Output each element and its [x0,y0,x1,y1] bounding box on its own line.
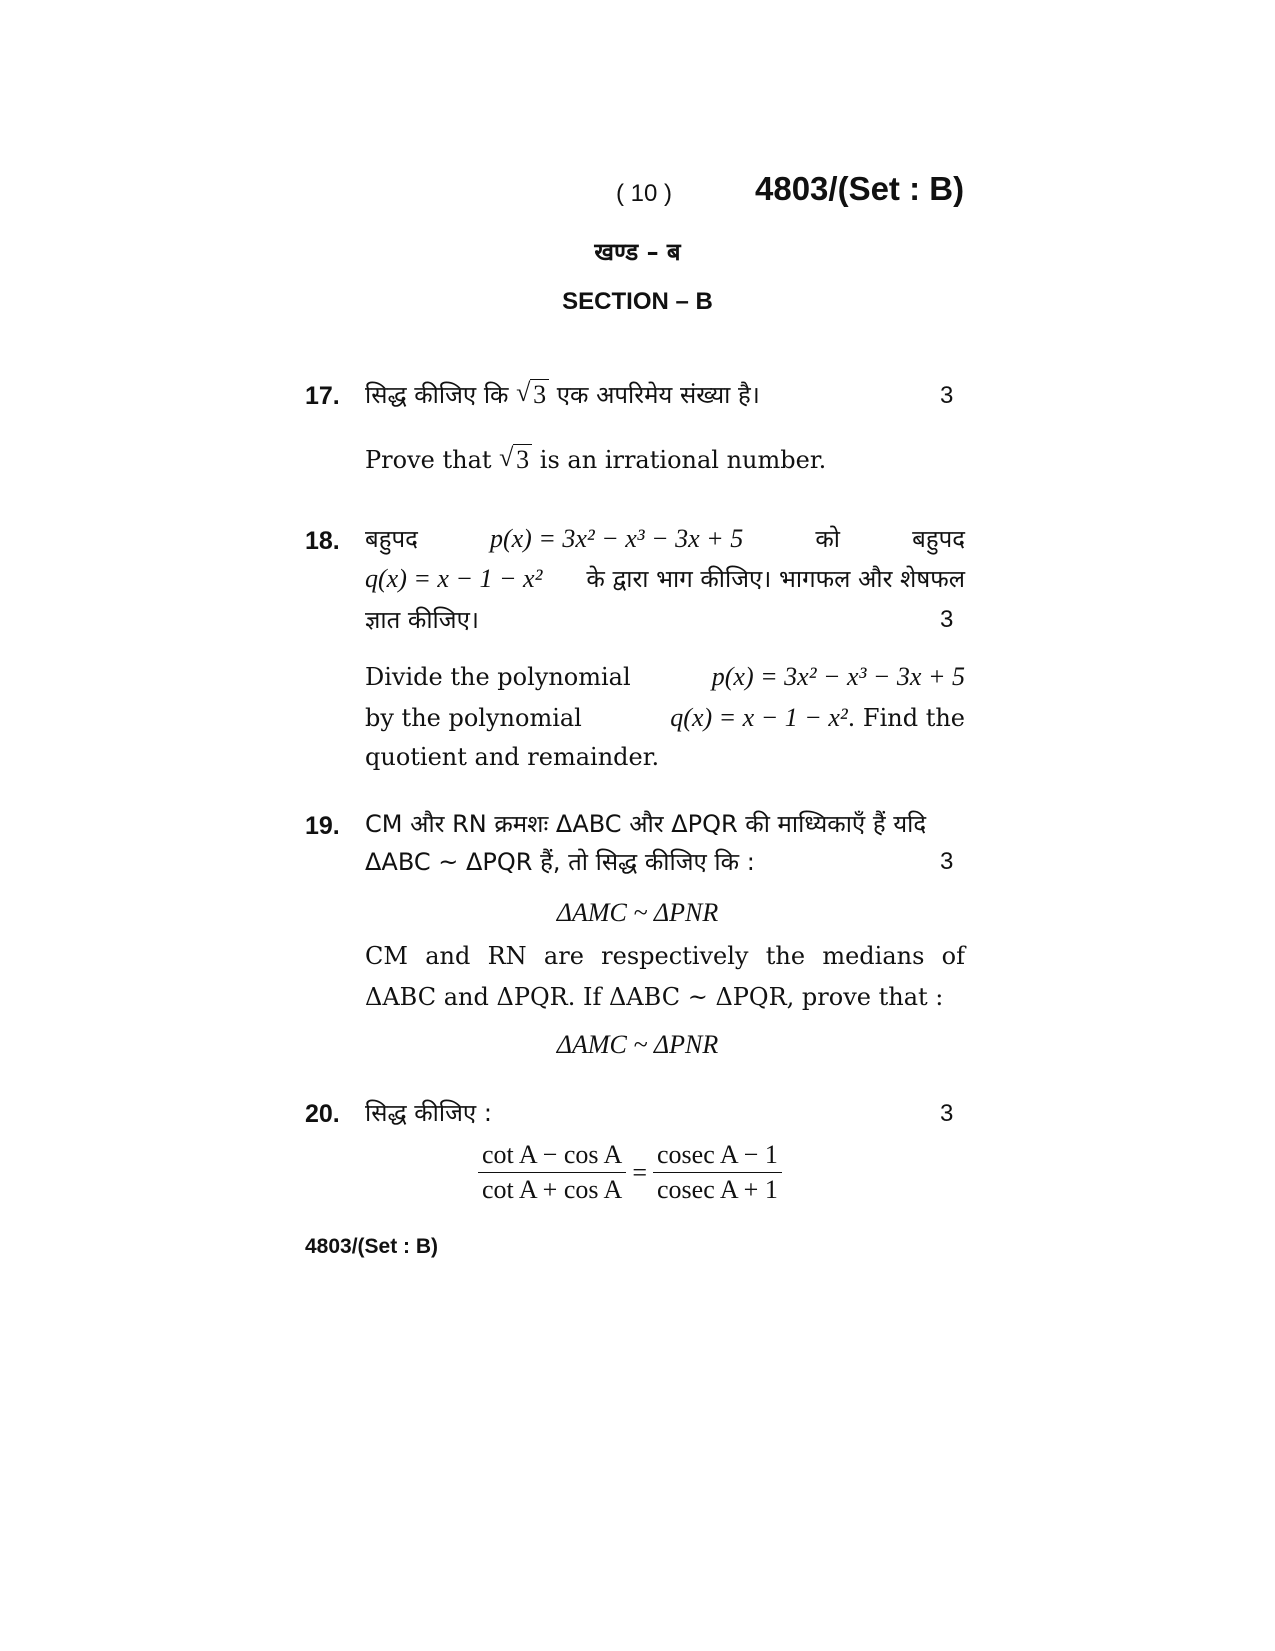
sqrt-three-english: √ 3 [499,445,532,475]
paper-code-header: 4803/(Set : B) [755,170,965,207]
question-20-hindi: सिद्ध कीजिए : [365,1099,492,1127]
lhs-denominator: cot A + cos A [482,1175,623,1204]
question-18-hindi-text: के द्वारा भाग कीजिए। भागफल और शेषफल [586,565,965,593]
rhs-fraction [653,1140,782,1205]
question-17-hindi [365,378,760,411]
question-marks-19: 3 [940,848,954,875]
section-title-english: SECTION – B [562,288,713,315]
polynomial-word-hindi-2: बहुपद [912,525,965,553]
question-18-english-line1 [365,662,965,692]
question-marks-17: 3 [940,382,954,409]
polynomial-q-expression: q(x) = x − 1 − x² [365,564,543,593]
lhs-numerator: cot A − cos A [478,1140,626,1173]
lhs-fraction [478,1140,626,1205]
polynomial-q-expression-english: q(x) = x − 1 − x² [670,703,848,732]
question-19-hindi-line1: CM और RN क्रमशः ΔABC और ΔPQR की माध्यिकाएँ हैं यदि [365,810,927,838]
rhs-denominator: cosec A + 1 [657,1175,778,1204]
question-marks-18: 3 [940,606,954,633]
paper-code-footer: 4803/(Set : B) [305,1235,439,1258]
hindi-ko: को [815,525,841,553]
question-17-english [365,445,826,475]
question-marks-20: 3 [940,1100,954,1127]
section-title-hindi: खण्ड – ब [594,238,681,266]
rhs-numerator: cosec A − 1 [653,1140,782,1173]
equals-sign: = [632,1157,648,1187]
question-19-result-english: ΔAMC ~ ΔPNR [556,1030,719,1059]
question-18-hindi-line3: ज्ञात कीजिए। [365,606,479,634]
question-number-18: 18. [305,527,340,555]
question-18-english-line3: quotient and remainder. [365,743,660,771]
page-number: ( 10 ) [616,180,673,207]
question-19-english-line2: ΔABC and ΔPQR. If ΔABC ~ ΔPQR, prove that : [365,983,944,1011]
question-18-english-text3: . Find the [847,704,965,732]
question-18-english-line2 [365,703,965,733]
question-18-hindi-line2 [365,562,965,595]
sqrt-three: √ 3 [516,380,549,410]
question-19-english-line1: CM and RN are respectively the medians of [365,942,965,970]
identity-equation [478,1140,782,1205]
polynomial-p-expression-english: p(x) = 3x² − x³ − 3x + 5 [711,662,965,691]
question-19-result-hindi: ΔAMC ~ ΔPNR [556,898,719,927]
question-17-hindi-pre: सिद्ध कीजिए कि [365,381,509,409]
polynomial-p-expression: p(x) = 3x² − x³ − 3x + 5 [489,524,744,553]
question-19-hindi-line2: ΔABC ~ ΔPQR हैं, तो सिद्ध कीजिए कि : [365,848,755,876]
question-17-hindi-post: एक अपरिमेय संख्या है। [556,381,760,409]
question-number-19: 19. [305,812,340,840]
question-18-hindi-line1 [365,522,965,555]
question-18-english-text2: by the polynomial [365,704,582,732]
question-18-english-text1: Divide the polynomial [365,663,631,691]
polynomial-word-hindi: बहुपद [365,525,418,553]
question-17-english-post: is an irrational number. [539,446,827,474]
question-number-17: 17. [305,382,340,410]
question-17-english-pre: Prove that [365,446,492,474]
question-number-20: 20. [305,1100,340,1128]
